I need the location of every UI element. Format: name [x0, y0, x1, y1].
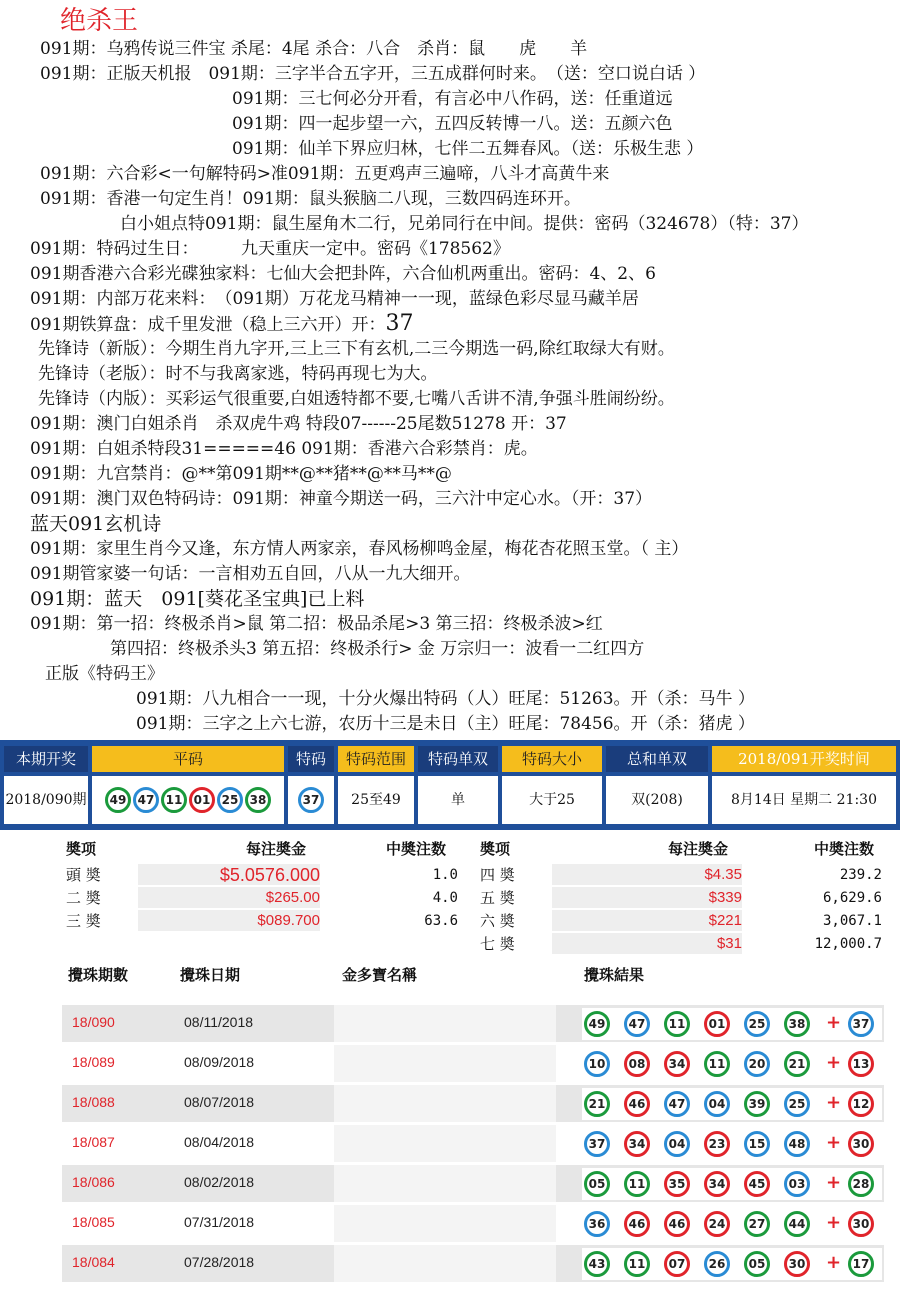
header-next-draw-time: 2018/091开奖时间 [712, 746, 896, 772]
forecast-line [120, 213, 808, 235]
forecast-line [45, 663, 164, 685]
result-ball: 11 [624, 1251, 650, 1277]
prize-name: 頭 奬 [66, 866, 101, 884]
forecast-line [30, 438, 538, 460]
prize-row [0, 933, 900, 955]
forecast-line-text: 第四招：终极杀头3 第五招：终极杀行> 金 万宗归一：波看一二红四方 [110, 639, 645, 659]
special-number-ball [288, 776, 334, 824]
forecast-line [30, 538, 688, 560]
forecast-line [30, 288, 639, 310]
header-special-size: 特码大小 [502, 746, 602, 772]
draw-date: 08/11/2018 [184, 1014, 254, 1030]
tiesuanpan-result: 37 [385, 311, 414, 336]
forecast-line [40, 163, 609, 185]
prize-amount: $4.35 [704, 866, 742, 883]
forecast-line-text: 白小姐点特091期：鼠生屋角木二行，兄弟同行在中间。提供：密码（324678）（特：37） [120, 214, 809, 234]
forecast-line [136, 688, 755, 710]
forecast-line-text: 091期：三字之上六七游，农历十三是未日（主）旺尾：78456。开（杀：猪虎 ） [136, 714, 755, 734]
prize-name: 三 奬 [66, 912, 101, 930]
history-header-date: 攪珠日期 [180, 966, 241, 984]
result-ball: 25 [744, 1011, 770, 1037]
forecast-line-text: 091期：家里生肖今又逢，东方情人两家亲，春风杨柳鸣金屋，梅花杏花照玉堂。（ 主） [30, 539, 689, 559]
forecast-line [38, 363, 438, 385]
result-ball: 05 [744, 1251, 770, 1277]
prize-name: 七 奬 [480, 935, 515, 953]
result-ball: 34 [664, 1051, 690, 1077]
result-ball: 21 [784, 1051, 810, 1077]
forecast-line [136, 713, 755, 735]
prize-header-name-right: 奬项 [480, 840, 511, 858]
regular-number-ball: 25 [217, 787, 243, 813]
draw-date: 08/04/2018 [184, 1134, 255, 1150]
forecast-line-text: 091期：四一起步望一六，五四反转博一八。送：五颜六色 [232, 114, 673, 134]
forecast-line-text: 091期：仙羊下界应归林，七伴二五舞春风。（送：乐极生悲 ） [232, 139, 704, 159]
result-ball: 10 [584, 1051, 610, 1077]
result-ball: 08 [624, 1051, 650, 1077]
prize-row [0, 887, 900, 909]
forecast-line-text: 091期：正版天机报 091期：三字半合五字开，三五成群何时来。 （送：空口说白话 ） [40, 64, 706, 84]
draw-id: 18/089 [72, 1054, 115, 1070]
header-regular-numbers: 平码 [92, 746, 284, 772]
result-ball: 07 [664, 1251, 690, 1277]
result-ball: 49 [584, 1011, 610, 1037]
prize-amount: $265.00 [265, 889, 320, 906]
result-ball: 48 [784, 1131, 810, 1157]
forecast-line [40, 63, 705, 85]
draw-result [582, 1048, 882, 1080]
result-ball: 36 [584, 1211, 610, 1237]
forecast-line [232, 88, 672, 110]
forecast-line-text: 091期：九宫禁肖：@**第091期**@**猪**@**马**@ [30, 464, 452, 484]
draw-date: 07/31/2018 [184, 1214, 255, 1230]
result-special-ball: 30 [848, 1131, 874, 1157]
prize-header-count-left: 中奬注数 [386, 840, 447, 858]
draw-id: 18/090 [72, 1014, 115, 1030]
draw-result [582, 1088, 882, 1120]
result-ball: 21 [584, 1091, 610, 1117]
result-ball: 37 [584, 1131, 610, 1157]
result-ball: 47 [624, 1011, 650, 1037]
regular-number-ball: 11 [161, 787, 187, 813]
draw-date: 08/02/2018 [184, 1174, 255, 1190]
sum-odd-even: 双(208) [606, 776, 708, 824]
draw-result [582, 1168, 882, 1200]
result-ball: 15 [744, 1131, 770, 1157]
forecast-line-text: 091期香港六合彩光碟独家料：七仙大会把卦阵，六合仙机两重出。密码：4、2、6 [30, 264, 656, 284]
prize-count: 12,000.7 [814, 936, 882, 952]
result-ball: 25 [784, 1091, 810, 1117]
prize-count: 1.0 [432, 867, 458, 883]
forecast-line-text: 先锋诗（新版）：今期生肖九字开,三上三下有玄机,二三今期选一码,除红取绿大有财。 [38, 339, 675, 359]
result-ball: 30 [784, 1251, 810, 1277]
history-row [62, 1045, 884, 1082]
result-ball: 11 [664, 1011, 690, 1037]
forecast-line [30, 613, 603, 635]
history-row [62, 1205, 884, 1242]
draw-result [582, 1208, 882, 1240]
draw-date: 08/07/2018 [184, 1094, 255, 1110]
result-ball: 46 [624, 1091, 650, 1117]
forecast-line-text: 091期：三七何必分开看，有言必中八作码，送：任重道远 [232, 89, 673, 109]
forecast-line [30, 238, 510, 260]
draw-info-table [0, 740, 900, 830]
result-ball: 39 [744, 1091, 770, 1117]
result-special-ball: 13 [848, 1051, 874, 1077]
forecast-line-text: 091期：六合彩<一句解特码>准091期：五更鸡声三遍啼，八斗才高黄牛来 [40, 164, 610, 184]
forecast-line [30, 588, 364, 610]
draw-name-cell [334, 1205, 556, 1242]
forecast-line [30, 463, 452, 485]
result-ball: 35 [664, 1171, 690, 1197]
result-ball: 04 [664, 1131, 690, 1157]
draw-id: 18/086 [72, 1174, 115, 1190]
regular-number-ball: 01 [189, 787, 215, 813]
regular-number-balls [92, 776, 284, 824]
forecast-line [38, 388, 675, 410]
result-ball: 11 [624, 1171, 650, 1197]
result-ball: 05 [584, 1171, 610, 1197]
prize-name: 五 奬 [480, 889, 515, 907]
result-ball: 23 [704, 1131, 730, 1157]
page-title: 绝杀王 [60, 6, 139, 36]
result-ball: 03 [784, 1171, 810, 1197]
header-sum-odd-even: 总和单双 [606, 746, 708, 772]
forecast-line-text: 091期：澳门白姐杀肖 杀双虎牛鸡 特段07------25尾数51278 开：37 [30, 414, 567, 434]
result-ball: 27 [744, 1211, 770, 1237]
draw-name-cell [334, 1165, 556, 1202]
draw-name-cell [334, 1005, 556, 1042]
draw-date: 07/28/2018 [184, 1254, 255, 1270]
prize-amount: $221 [708, 912, 742, 929]
draw-name-cell [334, 1085, 556, 1122]
prize-amount: $339 [708, 889, 742, 906]
special-range: 25至49 [338, 776, 414, 824]
draw-result [582, 1128, 882, 1160]
prize-header-amount-right: 每注奬金 [668, 840, 729, 858]
draw-result [582, 1248, 882, 1280]
forecast-line-text: 091期：澳门双色特码诗：091期：神童今期送一码，三六汁中定心水。（开：37） [30, 489, 653, 509]
header-special-number: 特码 [288, 746, 334, 772]
result-special-ball: 28 [848, 1171, 874, 1197]
result-ball: 11 [704, 1051, 730, 1077]
result-ball: 43 [584, 1251, 610, 1277]
forecast-line [30, 413, 567, 435]
header-special-odd-even: 特码单双 [418, 746, 498, 772]
forecast-line-text: 091期：特码过生日： 九天重庆一定中。密码《178562》 [30, 239, 510, 259]
forecast-line [38, 338, 675, 360]
prize-header-amount-left: 每注奬金 [246, 840, 307, 858]
regular-number-ball: 38 [245, 787, 271, 813]
history-row [62, 1125, 884, 1162]
forecast-line [30, 263, 656, 285]
prize-name: 四 奬 [480, 866, 515, 884]
history-row [62, 1165, 884, 1202]
draw-result [582, 1008, 882, 1040]
draw-name-cell [334, 1045, 556, 1082]
prize-header-name-left: 奬项 [66, 840, 97, 858]
forecast-line [40, 38, 587, 60]
draw-id: 18/084 [72, 1254, 115, 1270]
prize-name: 二 奬 [66, 889, 101, 907]
special-odd-even: 单 [418, 776, 498, 824]
forecast-line-text: 091期：蓝天 091[葵花圣宝典]已上料 [30, 588, 365, 610]
forecast-line-text: 091期：第一招：终极杀肖>鼠 第二招：极品杀尾>3 第三招：终极杀波>红 [30, 614, 603, 634]
result-ball: 38 [784, 1011, 810, 1037]
header-current-draw: 本期开奖 [4, 746, 88, 772]
draw-period: 2018/090期 [4, 776, 88, 824]
plus-icon: + [826, 1052, 842, 1073]
forecast-line-text: 091期：八九相合一一现，十分火爆出特码（人）旺尾：51263。开（杀：马牛 ） [136, 689, 755, 709]
prize-amount: $089.700 [257, 912, 320, 929]
draw-id: 18/085 [72, 1214, 115, 1230]
forecast-line [30, 513, 161, 535]
result-special-ball: 17 [848, 1251, 874, 1277]
forecast-line-text: 091期：白姐杀特段31=====46 091期：香港六合彩禁肖：虎。 [30, 439, 538, 459]
prize-count: 6,629.6 [822, 890, 882, 906]
plus-icon: + [826, 1212, 842, 1233]
forecast-line-text: 091期管家婆一句话：一言相劝五自回，八从一九大细开。 [30, 564, 471, 584]
special-size: 大于25 [502, 776, 602, 824]
prize-name: 六 奬 [480, 912, 515, 930]
regular-number-ball: 49 [105, 787, 131, 813]
plus-icon: + [826, 1252, 842, 1273]
result-ball: 34 [624, 1131, 650, 1157]
forecast-line [30, 313, 413, 336]
forecast-line-text: 先锋诗（老版）：时不与我离家逃，特码再现七为大。 [38, 364, 438, 384]
history-row [62, 1085, 884, 1122]
forecast-line-text: 091期铁算盘：成千里发泄（稳上三六开）开： [30, 315, 386, 335]
plus-icon: + [826, 1012, 842, 1033]
forecast-line [110, 638, 644, 660]
forecast-line [40, 188, 581, 210]
history-header-period: 攪珠期數 [68, 966, 129, 984]
result-ball: 44 [784, 1211, 810, 1237]
special-number-ball: 37 [298, 787, 324, 813]
draw-name-cell [334, 1245, 556, 1282]
prize-row [0, 864, 900, 886]
result-special-ball: 12 [848, 1091, 874, 1117]
prize-amount: $5.0576.000 [219, 865, 320, 885]
result-ball: 47 [664, 1091, 690, 1117]
next-draw-time: 8月14日 星期二 21:30 [712, 776, 896, 824]
prize-count: 239.2 [839, 867, 882, 883]
prize-amount: $31 [716, 935, 742, 952]
prize-count: 4.0 [432, 890, 458, 906]
prize-header-count-right: 中奬注数 [814, 840, 875, 858]
prize-count: 63.6 [424, 913, 458, 929]
draw-id: 18/087 [72, 1134, 115, 1150]
result-ball: 34 [704, 1171, 730, 1197]
plus-icon: + [826, 1092, 842, 1113]
result-ball: 45 [744, 1171, 770, 1197]
forecast-line-text: 091期：内部万花来料： （091期）万花龙马精神一一现，蓝绿色彩尽显马藏羊居 [30, 289, 639, 309]
forecast-line [232, 138, 703, 160]
result-special-ball: 30 [848, 1211, 874, 1237]
forecast-line-text: 先锋诗（内版）：买彩运气很重要,白姐透特都不要,七嘴八舌讲不清,争强斗胜闹纷纷。 [38, 389, 675, 409]
result-special-ball: 37 [848, 1011, 874, 1037]
forecast-line-text: 091期：香港一句定生肖！091期：鼠头猴脑二八现，三数四码连环开。 [40, 189, 581, 209]
plus-icon: + [826, 1132, 842, 1153]
result-ball: 46 [664, 1211, 690, 1237]
forecast-line-text: 091期：乌鸦传说三件宝 杀尾：4尾 杀合：八合 杀肖：鼠 虎 羊 [40, 39, 588, 59]
history-row [62, 1005, 884, 1042]
draw-id: 18/088 [72, 1094, 115, 1110]
history-row [62, 1245, 884, 1282]
prize-row [0, 910, 900, 932]
prize-count: 3,067.1 [822, 913, 882, 929]
forecast-line [30, 563, 470, 585]
plus-icon: + [826, 1172, 842, 1193]
result-ball: 24 [704, 1211, 730, 1237]
result-ball: 20 [744, 1051, 770, 1077]
forecast-line-text: 正版《特码王》 [45, 664, 164, 684]
forecast-line-text: 蓝天091玄机诗 [30, 513, 162, 535]
regular-number-ball: 47 [133, 787, 159, 813]
result-ball: 46 [624, 1211, 650, 1237]
forecast-line [232, 113, 672, 135]
result-ball: 04 [704, 1091, 730, 1117]
result-ball: 26 [704, 1251, 730, 1277]
history-header-name: 金多寶名稱 [342, 966, 418, 984]
forecast-line [30, 488, 652, 510]
draw-name-cell [334, 1125, 556, 1162]
history-header-result: 攪珠結果 [584, 966, 645, 984]
header-special-range: 特码范围 [338, 746, 414, 772]
result-ball: 01 [704, 1011, 730, 1037]
draw-date: 08/09/2018 [184, 1054, 255, 1070]
